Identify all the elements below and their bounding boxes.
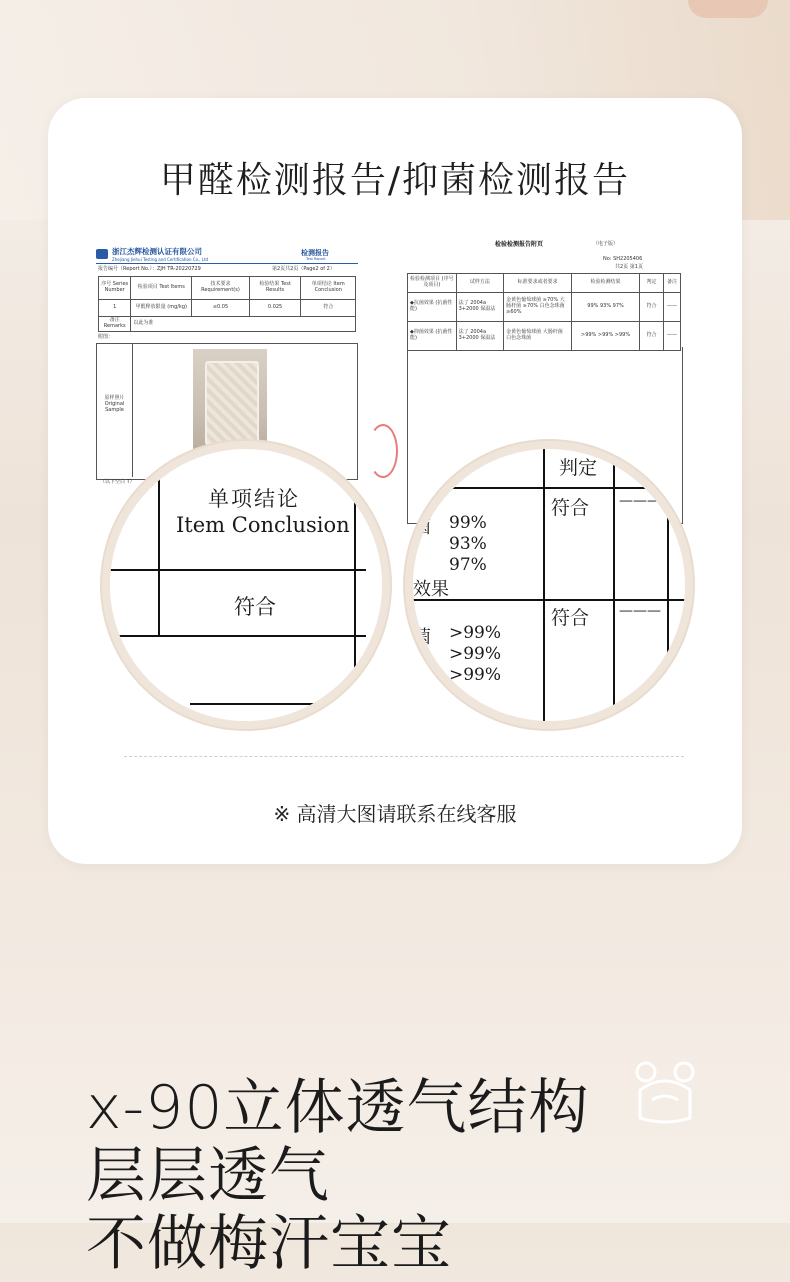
zoom-value: 99% (449, 513, 487, 533)
zoom-result: 符合 (551, 607, 590, 629)
table-line (110, 635, 366, 637)
zoom-suffix: 效果 (413, 579, 449, 600)
table-header-row (99, 277, 356, 300)
table-cell: ≤0.05 (192, 300, 249, 317)
table-line (413, 487, 685, 489)
table-line (413, 599, 685, 601)
table-cell: 99% 93% 97% (572, 293, 640, 322)
table-header: 标准要求或者要求 (504, 274, 572, 293)
table-line (354, 449, 356, 721)
company-name: 浙江杰辉检测认证有限公司 (112, 247, 202, 256)
remarks-value: 以此为准 (131, 317, 356, 332)
header-rule (96, 263, 358, 264)
zoom-value: >99% (449, 665, 502, 685)
table-cell: ◆抗菌效果 (抗菌性能) (408, 293, 457, 322)
sample-label: 原样照片 Original Sample (104, 395, 125, 413)
zoom-value: 93% (449, 534, 487, 554)
zoom-result: 符合 (234, 595, 276, 619)
table-header: 技术要求 Requirement(s) (192, 277, 249, 300)
zoom-value: >99% (449, 623, 502, 643)
table-cell: 符合 (301, 300, 356, 317)
table-header: 检验结果 Test Results (249, 277, 301, 300)
table-header: 单项结论 Item Conclusion (301, 277, 356, 300)
table-row (99, 300, 356, 317)
antibacterial-table (407, 273, 681, 351)
table-line (613, 449, 615, 721)
zoom-dash: ——— (619, 493, 661, 509)
report-page: 第2页共2页（Page2 of 2） (272, 266, 335, 272)
foot-decoration (688, 0, 768, 18)
table-cell: 符合 (640, 293, 664, 322)
remarks-label: 备注 Remarks (99, 317, 131, 332)
report-tag: 检测报告 (301, 249, 329, 257)
table-line (667, 449, 669, 721)
table-row-remarks (99, 317, 356, 332)
table-cell: —— (664, 293, 681, 322)
appendix-number: No: SH2205406 (603, 256, 643, 262)
card-title: 甲醛检测报告/抑菌检测报告 (159, 160, 631, 201)
report-footer: （以下空白 T） (100, 479, 135, 485)
table-row (408, 293, 681, 322)
zoom-judge: 判定 (559, 457, 598, 479)
table-cell: ◆抑菌效果 (抗菌性能) (408, 322, 457, 351)
headline-line-2: 层层透气 (86, 1141, 330, 1211)
table-cell: —— (664, 322, 681, 351)
table-cell: 0.025 (249, 300, 301, 317)
table-header: 检验检测结果 (572, 274, 640, 293)
table-line (110, 569, 366, 571)
zoom-value: >99% (449, 644, 502, 664)
table-line (543, 449, 545, 721)
zoom-result: 符合 (551, 497, 590, 519)
table-cell: 1 (99, 300, 131, 317)
company-logo-icon (96, 249, 108, 259)
sample-label-cell (97, 344, 133, 477)
company-name-en: Zhejiang Jiehui Testing and Certification Co., Ltd (112, 257, 209, 262)
table-line (158, 449, 160, 635)
zoom-header-cn: 单项结论 (208, 487, 300, 511)
appendix-page: 共2页 第1页 (615, 264, 643, 270)
mattress-sample-image (193, 349, 267, 454)
attach-label: 附图： (98, 334, 114, 340)
red-stamp-icon (368, 424, 398, 478)
table-header: 检验检测项目 (序号及项目) (408, 274, 457, 293)
zoom-value: 97% (449, 555, 487, 575)
zoom-left-magnifier (102, 441, 390, 729)
headline-line-3: 不做梅汗宝宝 (86, 1209, 452, 1279)
appendix-title: 检验检测报告附页 (495, 241, 544, 248)
table-cell: 甲醛释放限量 (mg/kg) (131, 300, 192, 317)
mattress-icon (205, 361, 259, 445)
report-tag-en: Test Report (306, 257, 326, 261)
table-header: 试样方法 (456, 274, 504, 293)
contact-note: ※ 高清大图请联系在线客服 (273, 802, 517, 826)
zoom-fragment: 菌 (413, 627, 431, 648)
table-header: 检验项目 Test Items (131, 277, 192, 300)
divider (124, 756, 684, 757)
table-header: 备注 (664, 274, 681, 293)
zoom-header-en: Item Conclusion (176, 513, 350, 537)
bear-logo-icon (634, 1060, 696, 1126)
table-line (190, 703, 366, 705)
table-cell: >99% >99% >99% (572, 322, 640, 351)
zoom-dash: ——— (619, 603, 661, 619)
report-number: 报告编号（Report No.）：ZJH TR-20220729 (98, 266, 201, 272)
table-header-row (408, 274, 681, 293)
appendix-subtitle: （电子版） (593, 241, 619, 247)
formaldehyde-table (98, 276, 356, 332)
report-logo (96, 246, 208, 262)
table-cell: 金黄色葡萄球菌 大肠杆菌 白色念珠菌 (504, 322, 572, 351)
zoom-right-magnifier (405, 441, 693, 729)
table-cell: 符合 (640, 322, 664, 351)
table-cell: 法了 2004a 3+2000 保温法 (456, 293, 504, 322)
table-cell: 法了 2004a 3+2000 保温法 (456, 322, 504, 351)
table-header: 序号 Series Number (99, 277, 131, 300)
headline-line-1: x-90立体透气结构 (86, 1073, 590, 1143)
zoom-fragment: 菌 (413, 517, 431, 538)
table-cell: 金黄色葡萄球菌 ≥70% 大肠杆菌 ≥70% 白色念珠菌 ≥60% (504, 293, 572, 322)
table-header: 判定 (640, 274, 664, 293)
